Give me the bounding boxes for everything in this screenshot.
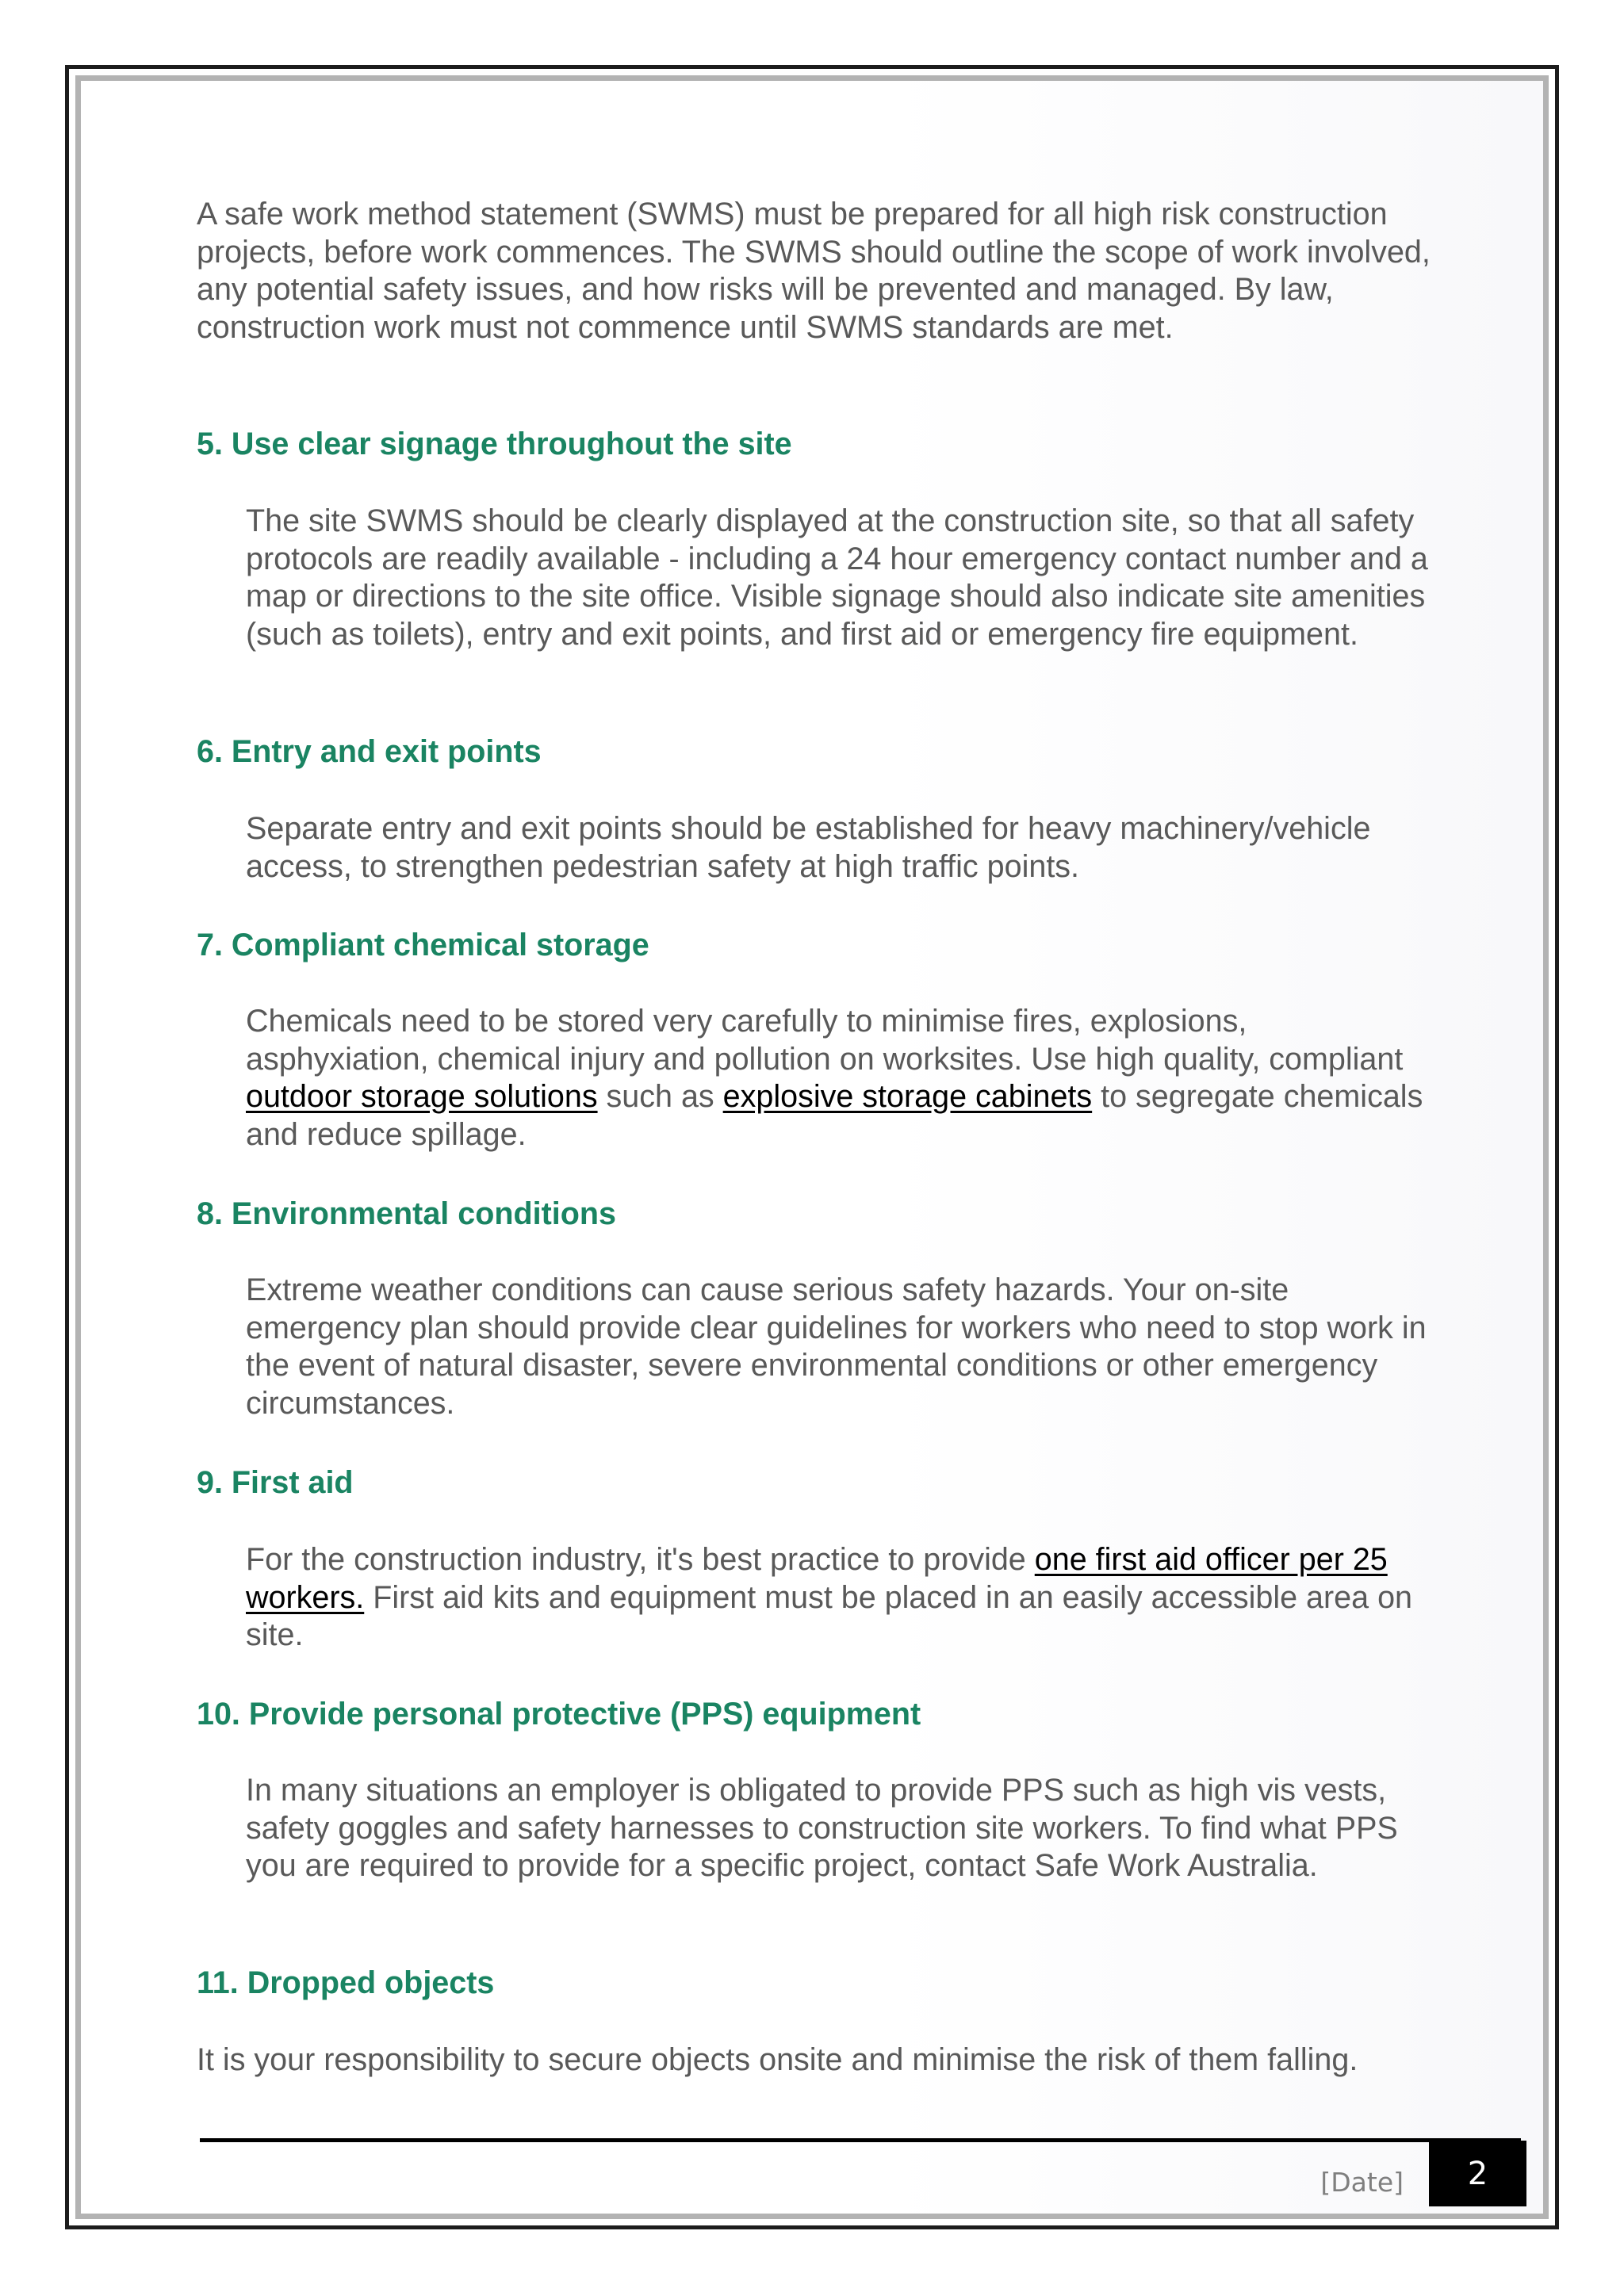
section-heading-signage: 5. Use clear signage throughout the site — [197, 427, 792, 461]
section-body-dropped-objects: It is your responsibility to secure objects onsite and minimise the risk of them falling. — [197, 2042, 1358, 2077]
section-heading-dropped-objects: 11. Dropped objects — [197, 1965, 495, 2000]
explosive-storage-link[interactable]: explosive storage cabinets — [722, 1079, 1093, 1114]
first-aid-text-post: First aid kits and equipment must be placed in an easily accessible area on site. — [246, 1579, 1413, 1652]
chemical-storage-text-mid: such as — [597, 1079, 723, 1114]
section-body-first-aid — [246, 1541, 1435, 1655]
section-heading-ppe: 10. Provide personal protective (PPS) equipment — [197, 1697, 921, 1732]
section-heading-first-aid: 9. First aid — [197, 1465, 354, 1500]
chemical-storage-text-post: to segregate chemicals and reduce spillage. — [246, 1079, 1423, 1152]
first-aid-text-pre: For the construction industry, it's best practice to provide — [246, 1542, 1035, 1577]
intro-paragraph: A safe work method statement (SWMS) must be prepared for all high risk construction projects, before work commences. The SWMS should outline the scope of work involved, any potential safety issues, and how risks will be prevented and managed. By law, construction work must not commence until SWMS standards are met. — [197, 197, 1431, 345]
page-number-box — [1429, 2141, 1526, 2206]
section-heading-entry-exit: 6. Entry and exit points — [197, 734, 542, 769]
section-body-chemical-storage — [246, 1003, 1435, 1154]
section-heading-environmental: 8. Environmental conditions — [197, 1196, 616, 1231]
first-aid-officer-link[interactable]: one first aid officer per 25 workers. — [246, 1542, 1388, 1615]
section-body-signage: The site SWMS should be clearly displayed at the construction site, so that all safety protocols are readily available - including a 24 hour emergency contact number and a map or directions to the site office. Visible signage should also indicate site amenities (such as toilets), entry and exit points, and first aid or emergency fire equipment. — [246, 503, 1428, 652]
chemical-storage-text-pre: Chemicals need to be stored very carefully to minimise fires, explosions, asphyxiation, chemical injury and pollution on worksites. Use high quality, compliant — [246, 1004, 1404, 1077]
section-body-environmental: Extreme weather conditions can cause serious safety hazards. Your on-site emergency plan should provide clear guidelines for workers who need to stop work in the event of natural disaster, severe environmental conditions or other emergency circumstances. — [246, 1272, 1427, 1421]
section-heading-chemical-storage: 7. Compliant chemical storage — [197, 928, 649, 962]
section-body-entry-exit: Separate entry and exit points should be established for heavy machinery/vehicle access, to strengthen pedestrian safety at high traffic points. — [246, 811, 1371, 884]
outdoor-storage-link[interactable]: outdoor storage solutions — [246, 1079, 598, 1114]
footer-rule — [200, 2138, 1521, 2142]
page-number: 2 — [1467, 2155, 1488, 2192]
section-body-ppe: In many situations an employer is obligated to provide PPS such as high vis vests, safety goggles and safety harnesses to construction site workers. To find what PPS you are required to provide for a specific project, contact Safe Work Australia. — [246, 1773, 1398, 1883]
footer-date: [Date] — [1320, 2167, 1404, 2198]
